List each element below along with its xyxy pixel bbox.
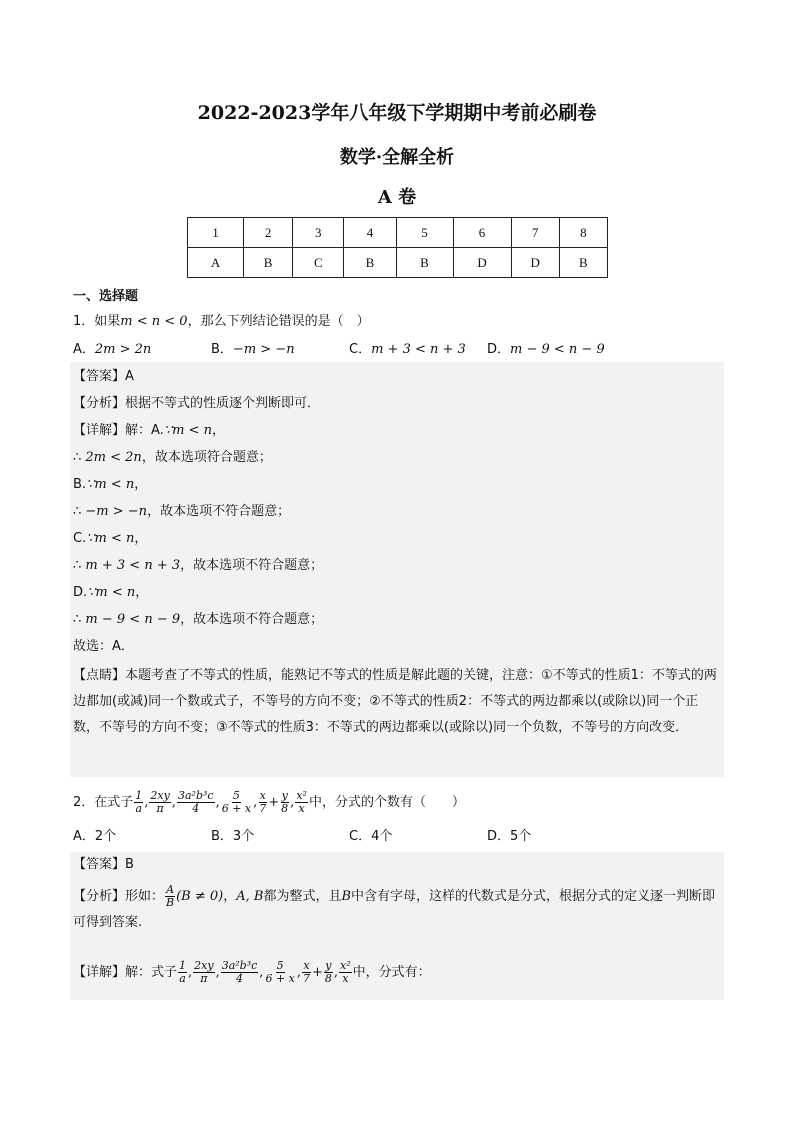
- answer-letter: C: [293, 248, 344, 278]
- sub-title: 数学·全解全析: [339, 147, 455, 168]
- q2-fraction: $\frac{\text{3a²b³c}}{4}$: [177, 789, 214, 815]
- q2-option-c: C．4个: [349, 829, 393, 844]
- q2-fraction: $\frac{\text{3a²b³c}}{4}$: [221, 959, 258, 985]
- q1-detail-line: 【详解】解：A.∵m < n，: [73, 423, 225, 438]
- answer-table-answer-row: [188, 248, 608, 278]
- q1-answer: 【答案】A: [73, 369, 134, 384]
- q1-stem: [73, 313, 370, 331]
- q2-option-a: A．2个: [73, 829, 117, 844]
- answer-letter: A: [188, 248, 244, 278]
- q2-option-b: B．3个: [211, 829, 255, 844]
- answer-letter: B: [559, 248, 607, 278]
- q2-fraction: $\frac{\text{x²}}{x}$: [340, 959, 351, 985]
- answer-number: 1: [188, 218, 244, 248]
- q1-stem-tail: ，那么下列结论错误的是（ ）: [187, 314, 370, 329]
- paper-title: A 卷: [377, 187, 417, 208]
- answer-letter: D: [511, 248, 559, 278]
- answer-table-number-row: [188, 218, 608, 248]
- q1-option-c: C．m + 3 < n + 3: [349, 342, 466, 357]
- q1-detail-line: ∴ 2m < 2n，故本选项符合题意；: [73, 450, 272, 465]
- q1-comment: 【点睛】本题考查了不等式的性质，能熟记不等式的性质是解此题的关键，注意：①不等式的性质1：不等式的两边都加(或减)同一个数或式子，不等号的方向不变；②不等式的性质2：不等式的两边都乘以(或除以)同一个正数，不等号的方向不变；③不等式的性质3：不等式的两边都乘以(或除以)同一个负数，不等号的方向改变．: [73, 668, 717, 735]
- q1-option-b: B．−m > −n: [211, 342, 295, 357]
- q1-detail-line: C.∵m < n，: [73, 531, 148, 546]
- answer-letter: B: [344, 248, 396, 278]
- q1-option-d: D．m − 9 < n − 9: [487, 342, 605, 357]
- q2-stem: 2．在式子 $\frac{1}{a}$ , $\frac{2xy}{\pi}$ , $\frac{\text{3a²b³c}}{4}$ , $\frac{5}{6 + x}$ , $\frac{x}{7}$ + $\frac{y}{8}$ , $\frac{\text{x²}}{x}$ 中，分式的个数有（ ）: [73, 789, 465, 815]
- q2-fraction: $\frac{2xy}{\pi}$: [150, 789, 170, 815]
- answer-table: [187, 217, 608, 278]
- q1-option-a: A．2m > 2n: [73, 342, 152, 357]
- q1-detail-line: ∴ m + 3 < n + 3，故本选项不符合题意；: [73, 558, 324, 573]
- answer-letter: B: [396, 248, 453, 278]
- q2-fraction: $\frac{2xy}{\pi}$: [194, 959, 214, 985]
- q2-analysis-fraction: $\frac{A}{B}$: [166, 883, 175, 909]
- q1-detail-line: D.∵m < n，: [73, 585, 149, 600]
- q2-analysis: 【分析】形如： $\frac{A}{B}$ (B ≠ 0)，A, B都为整式，且B中含有字母，这样的代数式是分式，根据分式的定义逐一判断即可得到答案.: [73, 883, 716, 930]
- answer-number: 2: [244, 218, 293, 248]
- q1-analysis: 【分析】根据不等式的性质逐个判断即可．: [73, 396, 321, 411]
- answer-letter: D: [453, 248, 511, 278]
- answer-letter: B: [244, 248, 293, 278]
- q1-choice: 故选：A．: [73, 639, 134, 654]
- answer-number: 5: [396, 218, 453, 248]
- q2-fraction: $\frac{x}{7}$: [303, 959, 310, 985]
- q1-stem-head: 1．如果: [73, 314, 121, 329]
- q2-fraction: $\frac{5}{6 + x}$: [265, 959, 295, 985]
- q1-detail-line: B.∵m < n，: [73, 477, 148, 492]
- answer-number: 4: [344, 218, 396, 248]
- q2-fraction: $\frac{\text{x²}}{x}$: [296, 789, 307, 815]
- q1-detail-line: ∴ m − 9 < n − 9，故本选项不符合题意；: [73, 612, 324, 627]
- q2-option-d: D．5个: [487, 829, 532, 844]
- q2-answer: 【答案】B: [73, 857, 134, 872]
- main-title: 2022-2023学年八年级下学期期中考前必刷卷: [197, 102, 597, 124]
- q2-fraction: $\frac{y}{8}$: [324, 959, 332, 985]
- q2-fraction: $\frac{5}{6 + x}$: [221, 789, 252, 815]
- answer-number: 3: [293, 218, 344, 248]
- q2-detail: 【详解】解：式子 $\frac{1}{a}$ , $\frac{2xy}{\pi}$ , $\frac{\text{3a²b³c}}{4}$ , $\frac{5}{6 + x}$ , $\frac{x}{7}$ + $\frac{y}{8}$ , $\frac{\text{x²}}{x}$ 中，分式有：: [73, 959, 431, 985]
- q1-detail-line: ∴ −m > −n，故本选项不符合题意；: [73, 504, 291, 519]
- q2-fraction: $\frac{1}{a}$: [135, 789, 143, 815]
- section-heading: 一、选择题: [73, 289, 139, 304]
- answer-number: 8: [559, 218, 607, 248]
- answer-number: 7: [511, 218, 559, 248]
- q1-stem-math: m < n < 0: [120, 314, 188, 329]
- q2-fraction: $\frac{x}{7}$: [259, 789, 267, 815]
- answer-number: 6: [453, 218, 511, 248]
- q2-fraction: $\frac{y}{8}$: [281, 789, 289, 815]
- q2-fraction: $\frac{1}{a}$: [179, 959, 187, 985]
